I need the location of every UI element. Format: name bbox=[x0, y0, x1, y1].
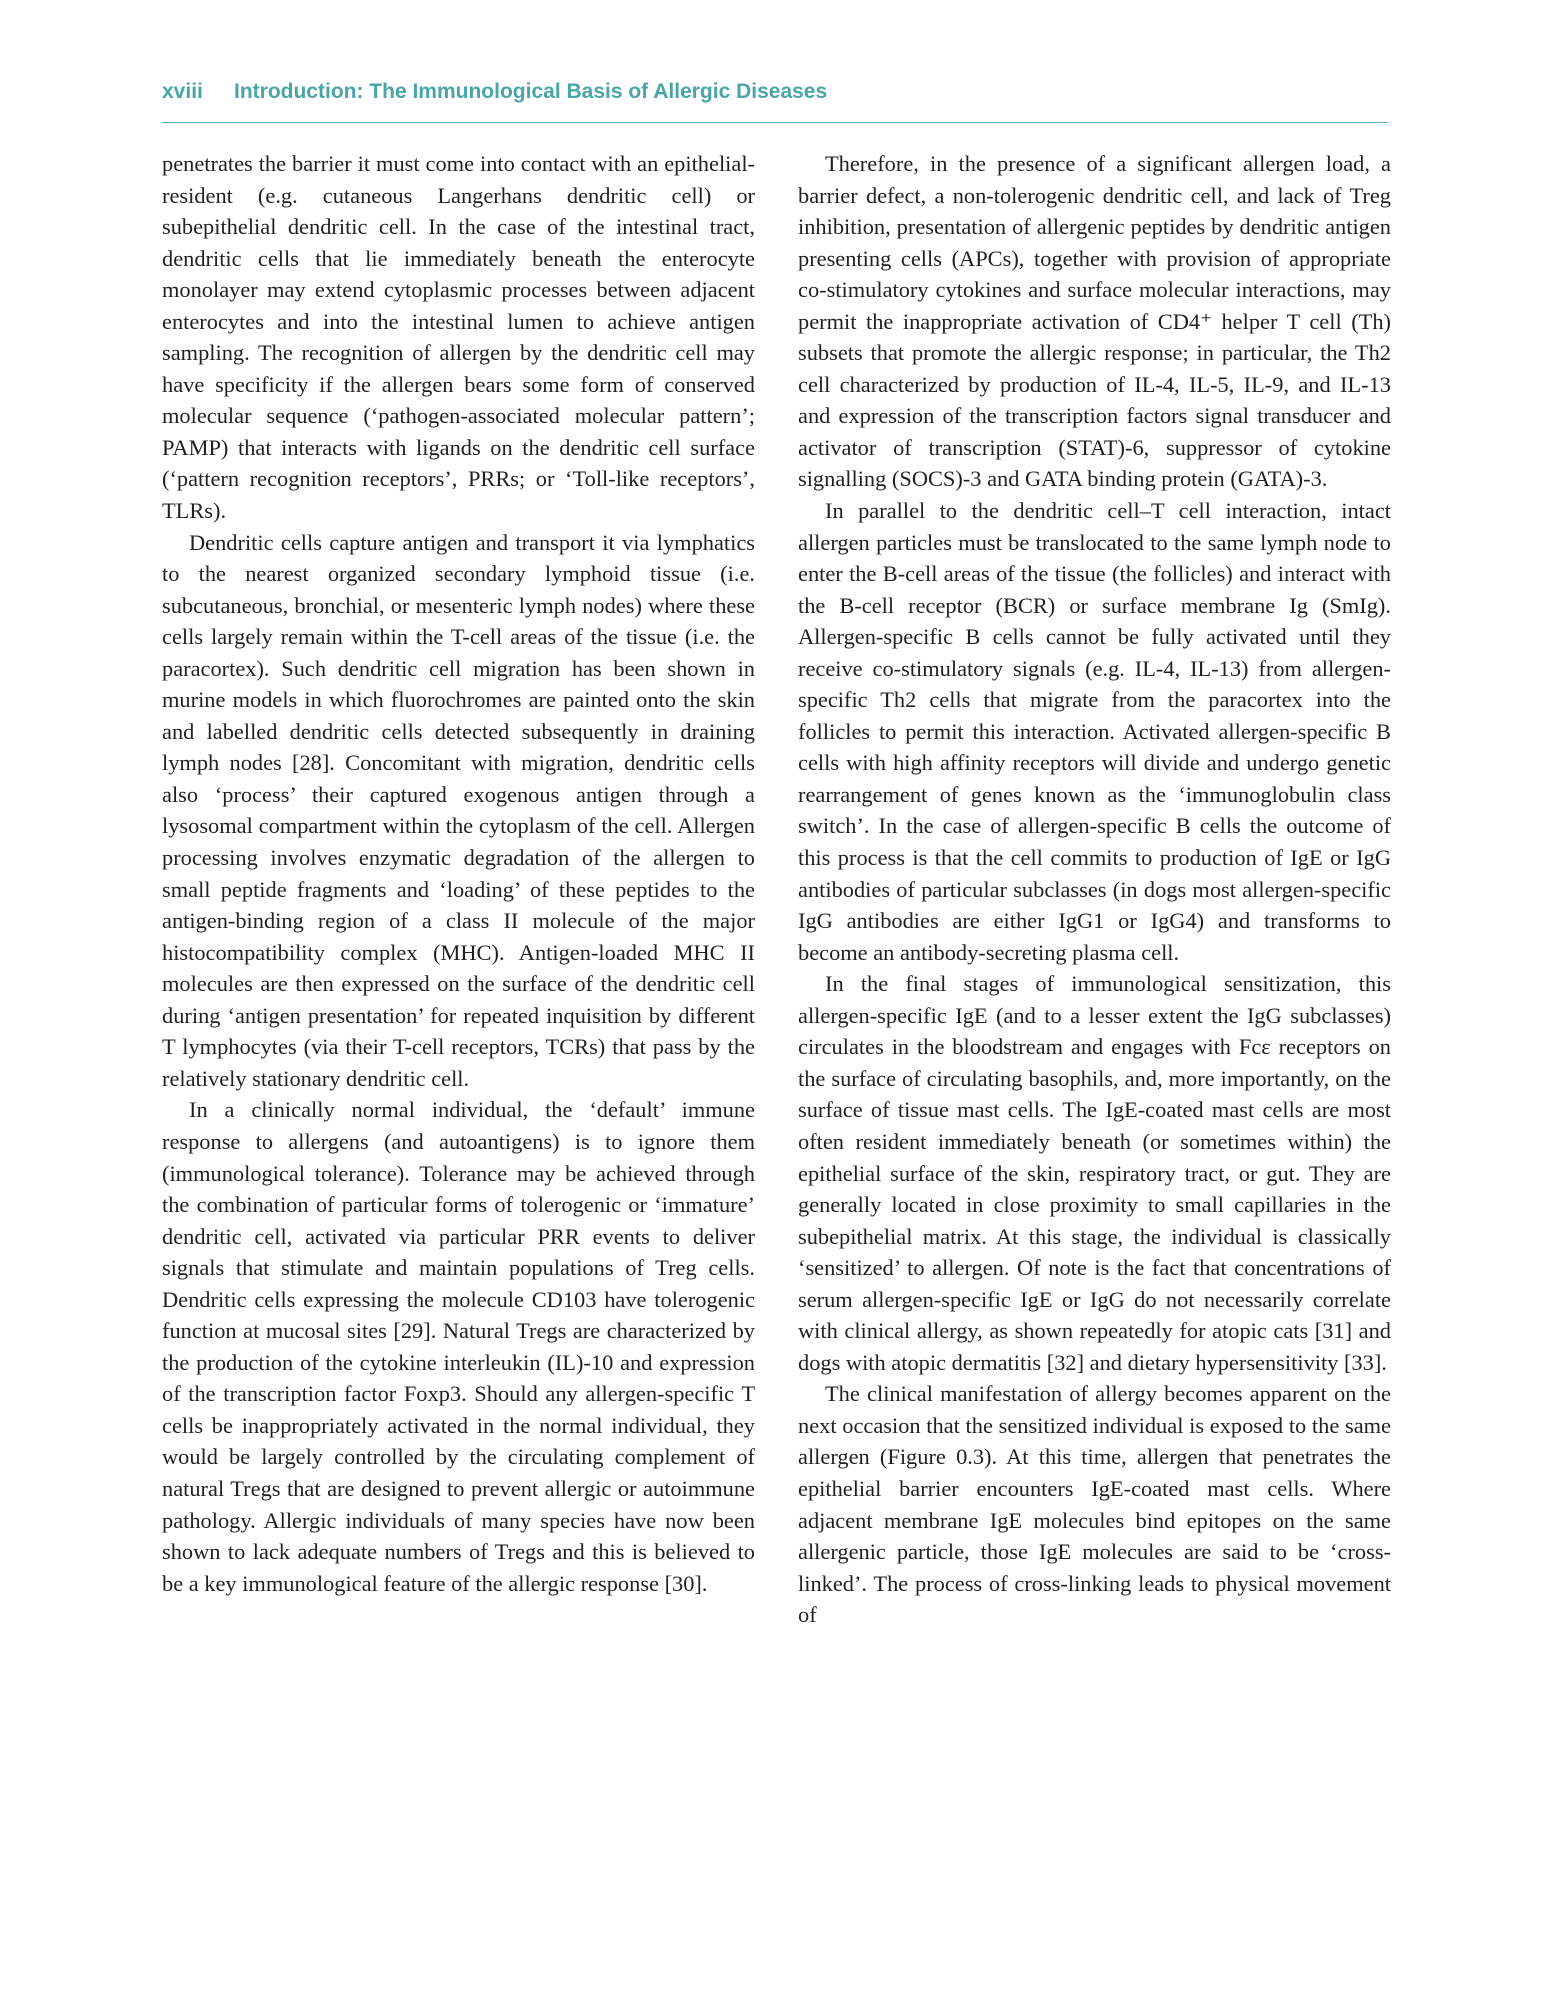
page-number: xviii bbox=[162, 80, 203, 103]
body-paragraph: In parallel to the dendritic cell–T cell interaction, intact allergen particles must be translocated to the same lymph node to enter the B-cell areas of the tissue (the follicles) and interact with the B-cell receptor (BCR) or surface membrane Ig (SmIg). Allergen-specific B cells cannot be fully activated until they receive co-stimulatory signals (e.g. IL-4, IL-13) from allergen-specific Th2 cells that migrate from the paracortex into the follicles to permit this interaction. Activated allergen-specific B cells with high affinity receptors will divide and undergo genetic rearrangement of genes known as the ‘immunoglobulin class switch’. In the case of allergen-specific B cells the outcome of this process is that the cell commits to production of IgE or IgG antibodies of particular subclasses (in dogs most allergen-specific IgG antibodies are either IgG1 or IgG4) and transforms to become an antibody-secreting plasma cell. bbox=[798, 498, 1391, 965]
right-column bbox=[798, 148, 1391, 1631]
left-column bbox=[162, 148, 755, 1599]
body-paragraph: Therefore, in the presence of a significant allergen load, a barrier defect, a non-tolerogenic dendritic cell, and lack of Treg inhibition, presentation of allergenic peptides by dendritic antigen presenting cells (APCs), together with provision of appropriate co-stimulatory cytokines and surface molecular interactions, may permit the inappropriate activation of CD4⁺ helper T cell (Th) subsets that promote the allergic response; in particular, the Th2 cell characterized by production of IL-4, IL-5, IL-9, and IL-13 and expression of the transcription factors signal transducer and activator of transcription (STAT)-6, suppressor of cytokine signalling (SOCS)-3 and GATA binding protein (GATA)-3. bbox=[798, 151, 1391, 492]
body-paragraph: The clinical manifestation of allergy becomes apparent on the next occasion that the sensitized individual is exposed to the same allergen (Figure 0.3). At this time, allergen that penetrates the epithelial barrier encounters IgE-coated mast cells. Where adjacent membrane IgE molecules bind epitopes on the same allergenic particle, those IgE molecules are said to be ‘cross-linked’. The process of cross-linking leads to physical movement of bbox=[798, 1381, 1391, 1628]
body-paragraph: In the final stages of immunological sensitization, this allergen-specific IgE (and to a lesser extent the IgG subclasses) circulates in the bloodstream and engages with Fcε receptors on the surface of circulating basophils, and, more importantly, on the surface of tissue mast cells. The IgE-coated mast cells are most often resident immediately beneath (or sometimes within) the epithelial surface of the skin, respiratory tract, or gut. They are generally located in close proximity to small capillaries in the subepithelial matrix. At this stage, the individual is classically ‘sensitized’ to allergen. Of note is the fact that concentrations of serum allergen-specific IgE or IgG do not necessarily correlate with clinical allergy, as shown repeatedly for atopic cats [31] and dogs with atopic dermatitis [32] and dietary hypersensitivity [33]. bbox=[798, 971, 1391, 1375]
body-paragraph: In a clinically normal individual, the ‘default’ immune response to allergens (and autoantigens) is to ignore them (immunological tolerance). Tolerance may be achieved through the combination of particular forms of tolerogenic or ‘immature’ dendritic cell, activated via particular PRR events to deliver signals that stimulate and maintain populations of Treg cells. Dendritic cells expressing the molecule CD103 have tolerogenic function at mucosal sites [29]. Natural Tregs are characterized by the production of the cytokine interleukin (IL)-10 and expression of the transcription factor Foxp3. Should any allergen-specific T cells be inappropriately activated in the normal individual, they would be largely controlled by the circulating complement of natural Tregs that are designed to prevent allergic or autoimmune pathology. Allergic individuals of many species have now been shown to lack adequate numbers of Tregs and this is believed to be a key immunological feature of the allergic response [30]. bbox=[162, 1097, 755, 1596]
running-head bbox=[162, 78, 1388, 123]
running-title: Introduction: The Immunological Basis of Allergic Diseases bbox=[234, 80, 828, 103]
body-paragraph: penetrates the barrier it must come into contact with an epithelial-resident (e.g. cutaneous Langerhans dendritic cell) or subepithelial dendritic cell. In the case of the intestinal tract, dendritic cells that lie immediately beneath the enterocyte monolayer may extend cytoplasmic processes between adjacent enterocytes and into the intestinal lumen to achieve antigen sampling. The recognition of allergen by the dendritic cell may have specificity if the allergen bears some form of conserved molecular sequence (‘pathogen-associated molecular pattern’; PAMP) that interacts with ligands on the dendritic cell surface (‘pattern recognition receptors’, PRRs; or ‘Toll-like receptors’, TLRs). bbox=[162, 151, 755, 524]
body-paragraph: Dendritic cells capture antigen and transport it via lymphatics to the nearest organized secondary lymphoid tissue (i.e. subcutaneous, bronchial, or mesenteric lymph nodes) where these cells largely remain within the T-cell areas of the tissue (i.e. the paracortex). Such dendritic cell migration has been shown in murine models in which fluorochromes are painted onto the skin and labelled dendritic cells detected subsequently in draining lymph nodes [28]. Concomitant with migration, dendritic cells also ‘process’ their captured exogenous antigen through a lysosomal compartment within the cytoplasm of the cell. Allergen processing involves enzymatic degradation of the allergen to small peptide fragments and ‘loading’ of these peptides to the antigen-binding region of a class II molecule of the major histocompatibility complex (MHC). Antigen-loaded MHC II molecules are then expressed on the surface of the dendritic cell during ‘antigen presentation’ for repeated inquisition by different T lymphocytes (via their T-cell receptors, TCRs) that pass by the relatively stationary dendritic cell. bbox=[162, 529, 755, 1091]
